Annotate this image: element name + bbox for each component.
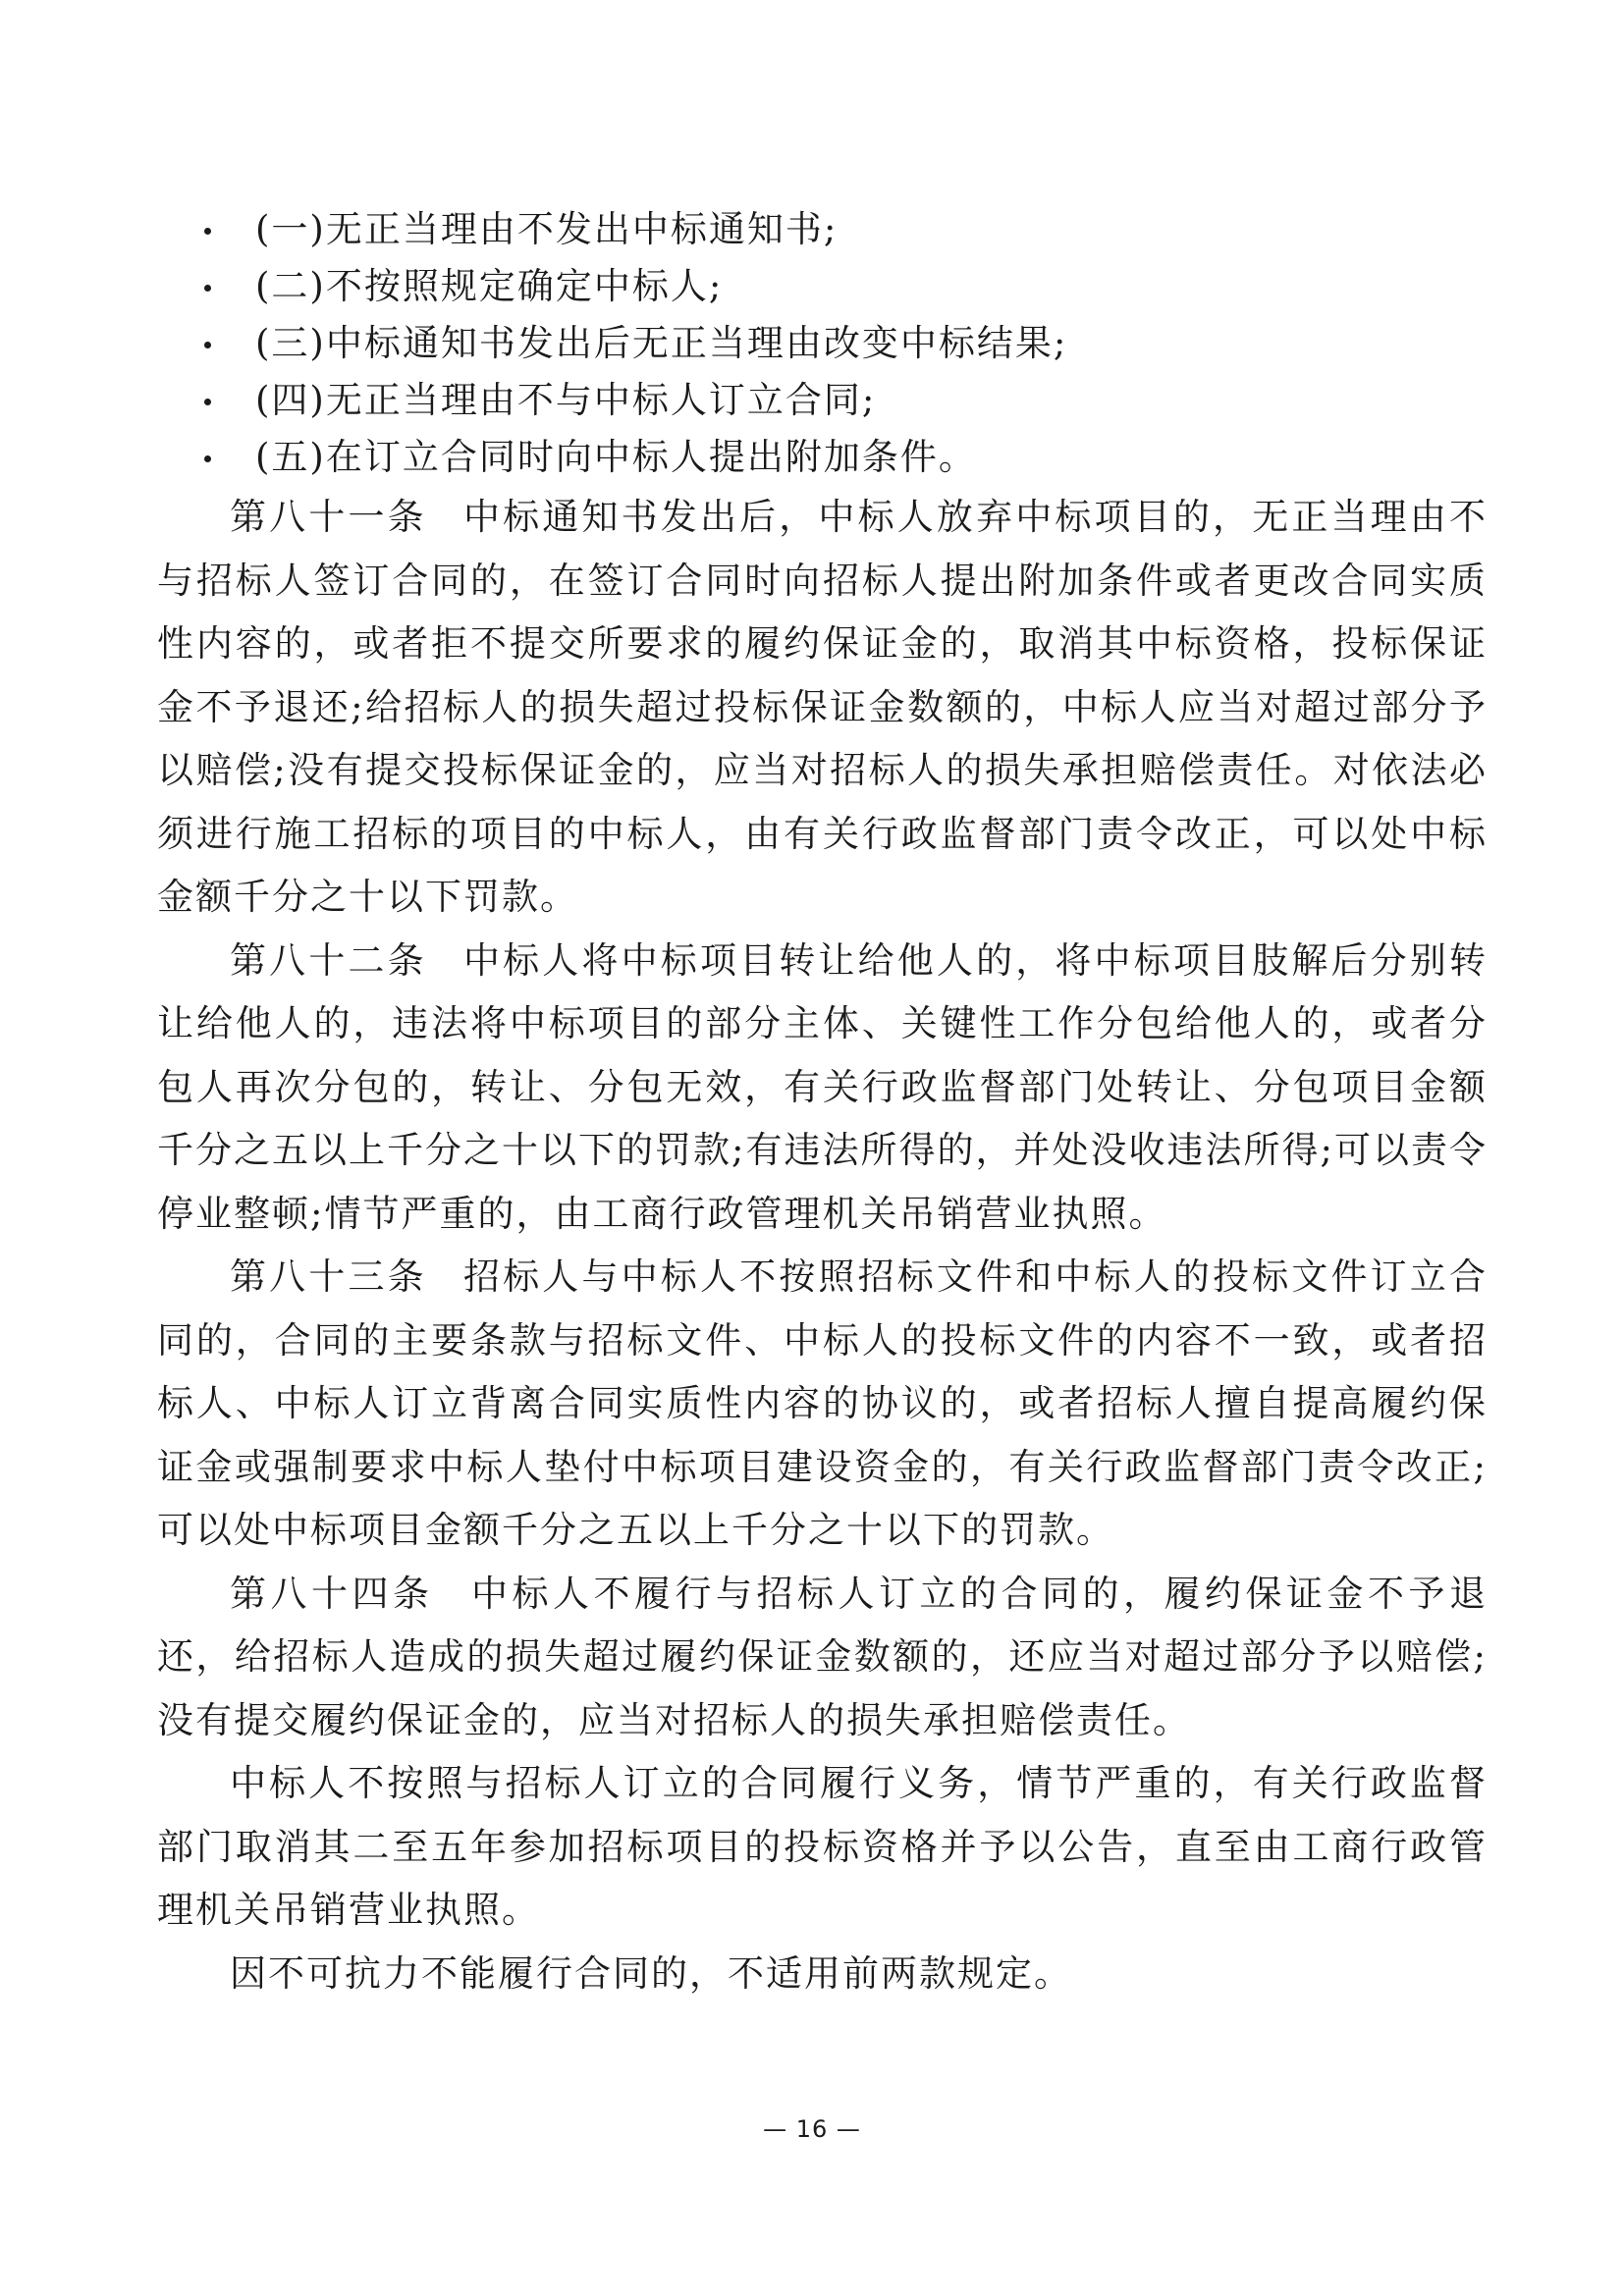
- list-item: [157, 315, 1488, 372]
- bullet-dot-icon: [204, 285, 211, 292]
- paragraph-text: 中标人不按照与招标人订立的合同履行义务，情节严重的，有关行政监督部门取消其二至五年参加招标项目的投标资格并予以公告，直至由工商行政管理机关吊销营业执照。: [157, 1762, 1488, 1931]
- article-text: 中标通知书发出后，中标人放弃中标项目的，无正当理由不与招标人签订合同的，在签订合同时向招标人提出附加条件或者更改合同实质性内容的，或者拒不提交所要求的履约保证金的，取消其中标资格，投标保证金不予退还;给招标人的损失超过投标保证金数额的，中标人应当对超过部分予以赔偿;没有提交投标保证金的，应当对招标人的损失承担赔偿责任。对依法必须进行施工招标的项目的中标人，由有关行政监督部门责令改正，可以处中标金额千分之十以下罚款。: [157, 496, 1489, 918]
- list-item: [157, 372, 1488, 429]
- list-item: [157, 429, 1488, 486]
- document-body: [157, 201, 1488, 2005]
- list-item: [157, 201, 1488, 258]
- list-item-text: (一)无正当理由不发出中标通知书;: [255, 208, 839, 250]
- article-84-clause-3: [157, 1943, 1488, 2006]
- bullet-list: [157, 201, 1488, 486]
- bullet-dot-icon: [204, 342, 211, 348]
- article-82: [157, 930, 1488, 1247]
- article-text: 中标人将中标项目转让给他人的，将中标项目肢解后分别转让给他人的，违法将中标项目的部分主体、关键性工作分包给他人的，或者分包人再次分包的，转让、分包无效，有关行政监督部门处转让、分包项目金额千分之五以上千分之十以下的罚款;有违法所得的，并处没收违法所得;可以责令停业整顿;情节严重的，由工商行政管理机关吊销营业执照。: [157, 938, 1489, 1235]
- page-number: — 16 —: [763, 2115, 861, 2143]
- article-text: 中标人不履行与招标人订立的合同的，履约保证金不予退还，给招标人造成的损失超过履约保证金数额的，还应当对超过部分予以赔偿;没有提交履约保证金的，应当对招标人的损失承担赔偿责任。: [157, 1572, 1488, 1741]
- paragraph-text: 因不可抗力不能履行合同的，不适用前两款规定。: [230, 1951, 1072, 1995]
- article-text: 招标人与中标人不按照招标文件和中标人的投标文件订立合同的，合同的主要条款与招标文件、中标人的投标文件的内容不一致，或者招标人、中标人订立背离合同实质性内容的协议的，或者招标人擅自提高履约保证金或强制要求中标人垫付中标项目建设资金的，有关行政监督部门责令改正;可以处中标项目金额千分之五以上千分之十以下的罚款。: [157, 1255, 1489, 1551]
- bullet-dot-icon: [204, 455, 211, 462]
- list-item-text: (五)在订立合同时向中标人提出附加条件。: [255, 436, 977, 478]
- article-number: 第八十一条: [230, 496, 427, 538]
- article-84: [157, 1563, 1488, 1753]
- list-item-text: (三)中标通知书发出后无正当理由改变中标结果;: [255, 322, 1068, 364]
- bullet-dot-icon: [204, 228, 211, 235]
- list-item-text: (二)不按照规定确定中标人;: [255, 265, 724, 307]
- article-83: [157, 1246, 1488, 1563]
- article-84-clause-2: [157, 1752, 1488, 1943]
- article-number: 第八十四条: [230, 1572, 434, 1615]
- list-item: [157, 258, 1488, 315]
- article-number: 第八十二条: [230, 938, 427, 982]
- list-item-text: (四)无正当理由不与中标人订立合同;: [255, 379, 877, 421]
- article-number: 第八十三条: [230, 1255, 427, 1298]
- article-81: [157, 486, 1488, 930]
- bullet-dot-icon: [204, 399, 211, 405]
